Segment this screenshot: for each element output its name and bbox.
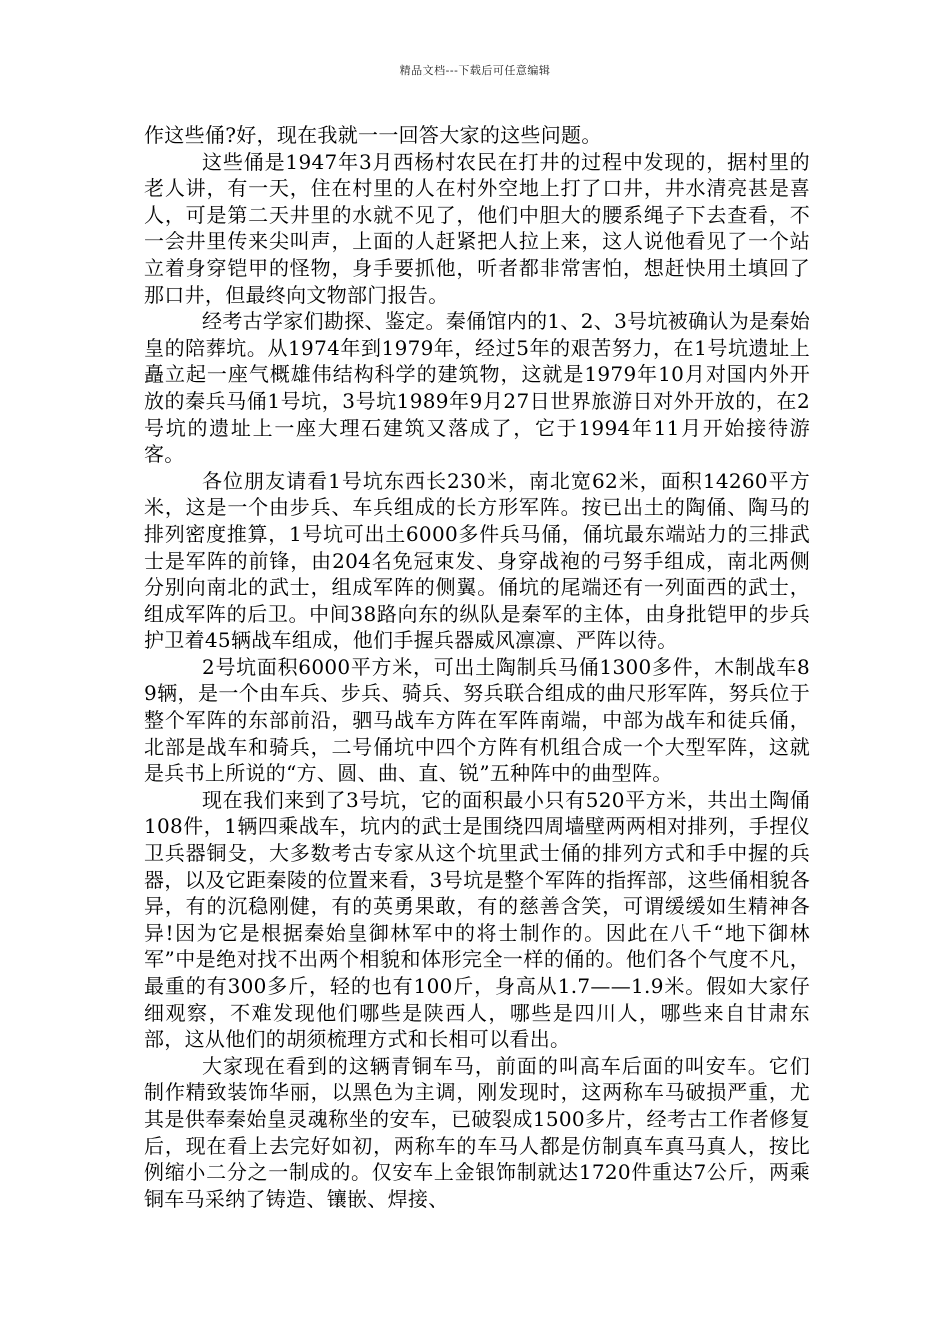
paragraph-excavation: 经考古学家们勘探、鉴定。秦俑馆内的1、2、3号坑被确认为是秦始皇的陪葬坑。从1974年到1979年，经过5年的艰苦努力，在1号坑遗址上矗立起一座气概雄伟结构科学的建筑物，这就是1979年10月对国内外开放的秦兵马俑1号坑，3号坑1989年9月27日世界旅游日对外开放的，在2号坑的遗址上一座大理石建筑又落成了，它于1994年11月开始接待游客。 xyxy=(144,309,810,467)
document-body xyxy=(144,122,810,1212)
paragraph-pit-2: 2号坑面积6000平方米，可出土陶制兵马俑1300多件，木制战车89辆，是一个由车兵、步兵、骑兵、努兵联合组成的曲尺形军阵，努兵位于整个军阵的东部前沿，驷马战车方阵在军阵南端，中部为战车和徒兵俑，北部是战车和骑兵，二号俑坑中四个方阵有机组合成一个大型军阵，这就是兵书上所说的“方、圆、曲、直、锐”五种阵中的曲型阵。 xyxy=(144,654,810,786)
page-header: 精品文档---下载后可任意编辑 xyxy=(399,64,551,77)
paragraph-bronze-chariots: 大家现在看到的这辆青铜车马，前面的叫高车后面的叫安车。它们制作精致装饰华丽，以黑色为主调，刚发现时，这两称车马破损严重，尤其是供奉秦始皇灵魂称坐的安车，已破裂成1500多片，经考古工作者修复后，现在看上去完好如初，两称车的车马人都是仿制真车真马真人，按比例缩小二分之一制成的。仅安车上金银饰制就达1720件重达7公斤，两乘铜车马采纳了铸造、镶嵌、焊接、 xyxy=(144,1053,810,1211)
paragraph-pit-1: 各位朋友请看1号坑东西长230米，南北宽62米，面积14260平方米，这是一个由步兵、车兵组成的长方形军阵。按已出土的陶俑、陶马的排列密度推算，1号坑可出土6000多件兵马俑，俑坑最东端站力的三排武士是军阵的前锋，由204名免冠束发、身穿战袍的弓努手组成，南北两侧分别向南北的武士，组成军阵的侧翼。俑坑的尾端还有一列面西的武士，组成军阵的后卫。中间38路向东的纵队是秦军的主体，由身批铠甲的步兵护卫着45辆战车组成，他们手握兵器威风凛凛、严阵以待。 xyxy=(144,468,810,653)
paragraph-pit-3: 现在我们来到了3号坑，它的面积最小只有520平方米，共出土陶俑108件，1辆四乘战车，坑内的武士是围绕四周墙壁两两相对排列，手捏仪卫兵器铜殳，大多数考古专家从这个坑里武士俑的排列方式和手中握的兵器，以及它距秦陵的位置来看，3号坑是整个军阵的指挥部，这些俑相貌各异，有的沉稳刚健，有的英勇果敢，有的慈善含笑，可谓缓缓如生精神各异!因为它是根据秦始皇御林军中的将士制作的。因此在八千“地下御林军”中是绝对找不出两个相貌和体形完全一样的俑的。他们各个气度不凡，最重的有300多斤，轻的也有100斤，身高从1.7——1.9米。假如大家仔细观察，不难发现他们哪些是陕西人，哪些是四川人，哪些来自甘肃东部，这从他们的胡须梳理方式和长相可以看出。 xyxy=(144,787,810,1052)
paragraph-continuation: 作这些俑?好，现在我就一一回答大家的这些问题。 xyxy=(144,123,602,147)
paragraph-discovery: 这些俑是1947年3月西杨村农民在打井的过程中发现的，据村里的老人讲，有一天，住在村里的人在村外空地上打了口井，井水清亮甚是喜人，可是第二天井里的水就不见了，他们中胆大的腰系绳子下去查看，不一会井里传来尖叫声，上面的人赶紧把人拉上来，这人说他看见了一个站立着身穿铠甲的怪物，身手要抓他，听者都非常害怕，想赶快用土填回了那口井，但最终向文物部门报告。 xyxy=(144,149,810,307)
